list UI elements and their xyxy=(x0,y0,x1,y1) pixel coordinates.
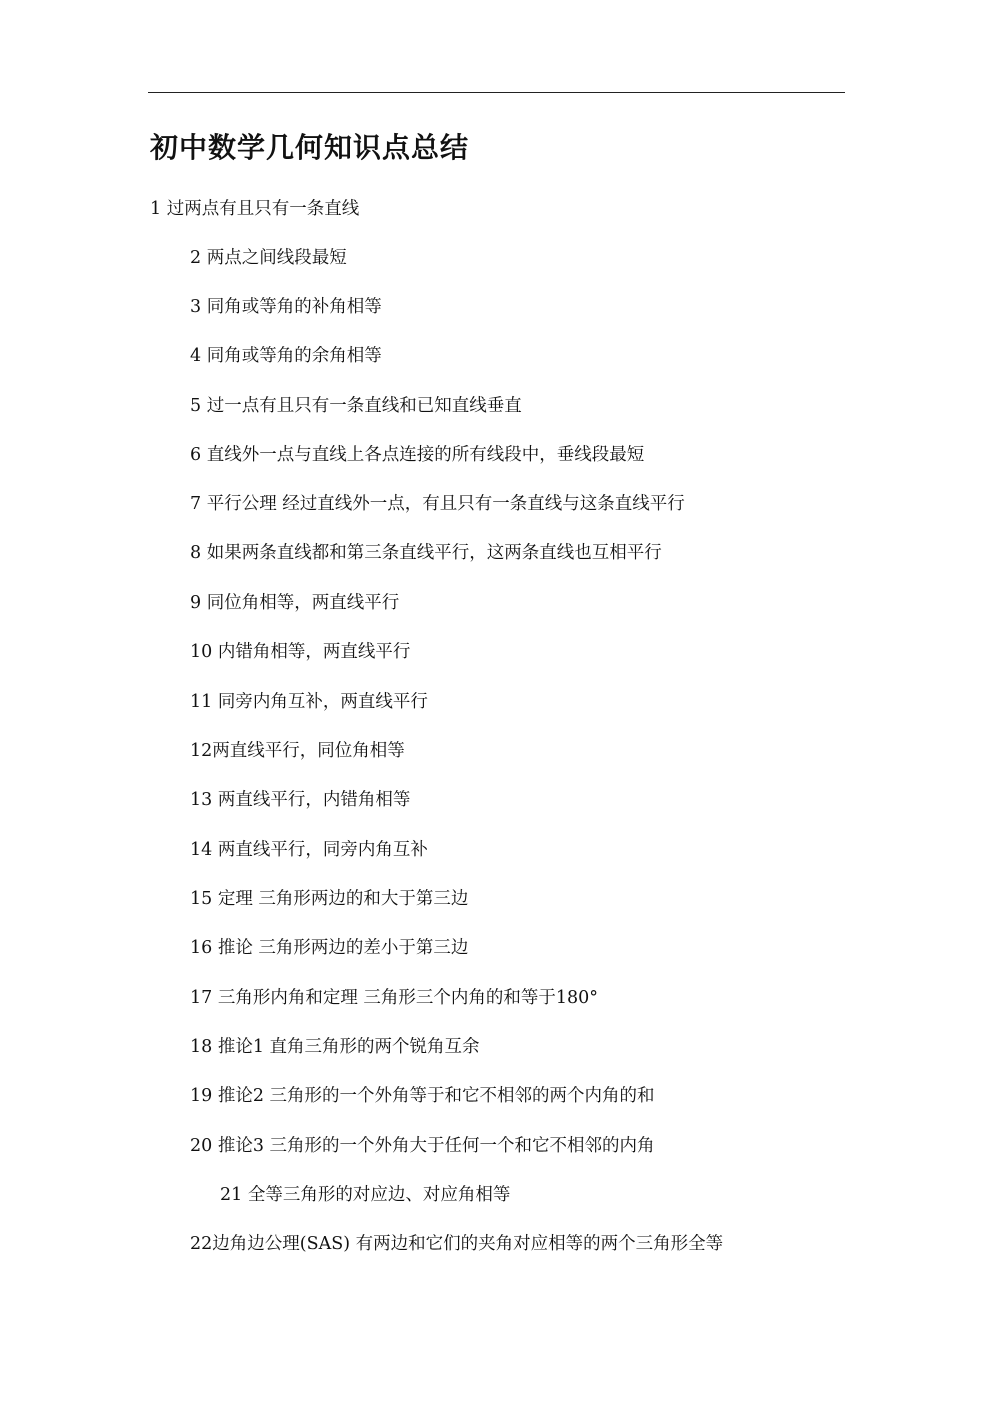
list-item: 13 两直线平行，内错角相等 xyxy=(190,790,411,810)
list-item: 1 过两点有且只有一条直线 xyxy=(150,199,360,219)
list-item: 8 如果两条直线都和第三条直线平行，这两条直线也互相平行 xyxy=(190,543,662,563)
list-item: 2 两点之间线段最短 xyxy=(190,248,347,268)
list-item: 10 内错角相等，两直线平行 xyxy=(190,642,411,662)
list-item: 20 推论3 三角形的一个外角大于任何一个和它不相邻的内角 xyxy=(190,1136,655,1156)
list-item: 11 同旁内角互补，两直线平行 xyxy=(190,692,428,712)
list-item: 5 过一点有且只有一条直线和已知直线垂直 xyxy=(190,396,522,416)
header-rule xyxy=(148,92,845,93)
list-item: 21 全等三角形的对应边、对应角相等 xyxy=(220,1185,511,1205)
list-item: 14 两直线平行，同旁内角互补 xyxy=(190,840,428,860)
list-item: 12两直线平行，同位角相等 xyxy=(190,741,405,761)
list-item: 15 定理 三角形两边的和大于第三边 xyxy=(190,889,469,909)
list-item: 9 同位角相等，两直线平行 xyxy=(190,593,400,613)
list-item: 4 同角或等角的余角相等 xyxy=(190,346,382,366)
list-item: 19 推论2 三角形的一个外角等于和它不相邻的两个内角的和 xyxy=(190,1086,655,1106)
list-item: 6 直线外一点与直线上各点连接的所有线段中，垂线段最短 xyxy=(190,445,645,465)
list-item: 16 推论 三角形两边的差小于第三边 xyxy=(190,938,469,958)
list-item: 22边角边公理(SAS) 有两边和它们的夹角对应相等的两个三角形全等 xyxy=(190,1234,724,1254)
page-title: 初中数学几何知识点总结 xyxy=(150,131,470,164)
list-item: 17 三角形内角和定理 三角形三个内角的和等于180° xyxy=(190,988,599,1008)
list-item: 7 平行公理 经过直线外一点，有且只有一条直线与这条直线平行 xyxy=(190,494,685,514)
list-item: 3 同角或等角的补角相等 xyxy=(190,297,382,317)
list-item: 18 推论1 直角三角形的两个锐角互余 xyxy=(190,1037,480,1057)
